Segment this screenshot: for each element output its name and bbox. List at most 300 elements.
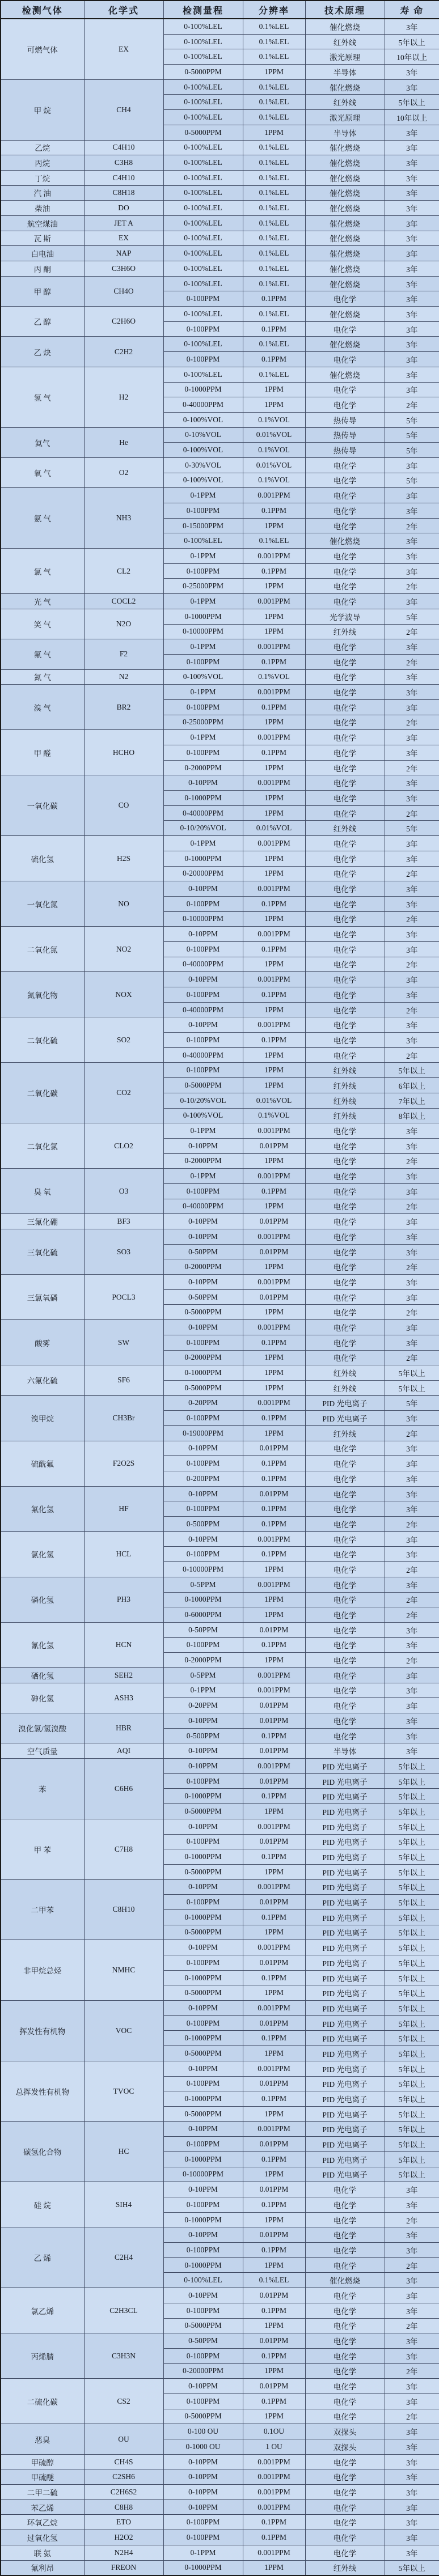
resolution-cell: 1PPM (243, 2409, 305, 2424)
formula-cell: NO (84, 881, 163, 927)
lifespan-cell: 5年以上 (385, 1895, 439, 1910)
formula-cell: C4H10 (84, 170, 163, 185)
range-cell: 0-100PPM (163, 563, 243, 579)
formula-cell: N2 (84, 669, 163, 685)
resolution-cell: 0.1PPM (243, 699, 305, 715)
gas-name-cell: 三氧化硫 (1, 1229, 84, 1275)
lifespan-cell: 3年 (385, 1183, 439, 1199)
lifespan-cell: 3年 (385, 1033, 439, 1048)
lifespan-cell: 3年 (385, 2243, 439, 2258)
formula-cell: CH4 (84, 79, 163, 140)
gas-name-cell: 一氧化氮 (1, 881, 84, 927)
resolution-cell: 1PPM (243, 125, 305, 140)
lifespan-cell: 3年 (385, 2303, 439, 2318)
table-row (1, 246, 439, 261)
range-cell: 0-10PPM (163, 1819, 243, 1834)
lifespan-cell: 2年 (385, 1562, 439, 1577)
range-cell: 0-100%LEL (163, 34, 243, 49)
gas-name-cell: 笑 气 (1, 609, 84, 639)
principle-cell: PID 光电离子 (305, 2137, 385, 2152)
table-row (1, 427, 439, 443)
range-cell: 0-100PPM (163, 1183, 243, 1199)
lifespan-cell: 3年 (385, 1289, 439, 1305)
resolution-cell: 0.001PPM (243, 1683, 305, 1698)
table-header (1, 1, 439, 19)
resolution-cell: 0.001PPM (243, 1123, 305, 1139)
col-header-formula: 化学式 (84, 1, 163, 19)
resolution-cell: 0.1PPM (243, 503, 305, 519)
range-cell: 0-40000PPM (163, 1199, 243, 1214)
col-header-lifespan: 寿 命 (385, 1, 439, 19)
resolution-cell: 0.001PPM (243, 594, 305, 609)
range-cell: 0-100%VOL (163, 412, 243, 427)
resolution-cell: 0.1PPM (243, 745, 305, 761)
resolution-cell: 1PPM (243, 1199, 305, 1214)
gas-name-cell: 丙烯腈 (1, 2333, 84, 2379)
range-cell: 0-10PPM (163, 1320, 243, 1335)
lifespan-cell: 3年 (385, 881, 439, 897)
principle-cell: PID 光电离子 (305, 2167, 385, 2182)
resolution-cell: 0.001PPM (243, 488, 305, 503)
lifespan-cell: 5年以上 (385, 2560, 439, 2575)
formula-cell: ASH3 (84, 1683, 163, 1713)
resolution-cell: 0.01PPM (243, 1895, 305, 1910)
gas-name-cell: 硒化氢 (1, 1667, 84, 1683)
resolution-cell: 0.1PPM (243, 2515, 305, 2530)
range-cell: 0-40000PPM (163, 957, 243, 972)
principle-cell: 电化学 (305, 1547, 385, 1562)
lifespan-cell: 3年 (385, 1229, 439, 1245)
table-row (1, 1320, 439, 1335)
principle-cell: PID 光电离子 (305, 1985, 385, 2001)
lifespan-cell: 5年以上 (385, 1380, 439, 1395)
lifespan-cell: 3年 (385, 685, 439, 700)
range-cell: 0-40000PPM (163, 805, 243, 821)
table-row (1, 1063, 439, 1078)
principle-cell: 电化学 (305, 1501, 385, 1517)
resolution-cell: 0.001PPM (243, 730, 305, 745)
range-cell: 0-2000PPM (163, 1259, 243, 1275)
principle-cell: 电化学 (305, 1199, 385, 1214)
principle-cell: PID 光电离子 (305, 2121, 385, 2137)
lifespan-cell: 3年 (385, 201, 439, 216)
gas-name-cell: 三氟化硼 (1, 1214, 84, 1229)
range-cell: 0-100PPM (163, 1033, 243, 1048)
lifespan-cell: 3年 (385, 2515, 439, 2530)
range-cell: 0-1000PPM (163, 1365, 243, 1381)
lifespan-cell: 3年 (385, 457, 439, 473)
gas-name-cell: 氟 气 (1, 639, 84, 669)
range-cell: 0-1000PPM (163, 1909, 243, 1925)
range-cell: 0-100PPM (163, 1456, 243, 1471)
lifespan-cell: 3年 (385, 896, 439, 911)
lifespan-cell: 2年 (385, 715, 439, 730)
resolution-cell: 0.001PPM (243, 1229, 305, 1245)
principle-cell: 电化学 (305, 972, 385, 987)
lifespan-cell: 2年 (385, 1425, 439, 1441)
lifespan-cell: 7年以上 (385, 1093, 439, 1108)
resolution-cell: 0.1PPM (243, 941, 305, 957)
principle-cell: 催化燃烧 (305, 307, 385, 322)
lifespan-cell: 3年 (385, 2379, 439, 2394)
principle-cell: 电化学 (305, 730, 385, 745)
lifespan-cell: 3年 (385, 791, 439, 806)
table-row (1, 457, 439, 473)
principle-cell: PID 光电离子 (305, 1970, 385, 1985)
col-header-principle: 技术原理 (305, 1, 385, 19)
table-row (1, 594, 439, 609)
table-row (1, 972, 439, 987)
principle-cell: 催化燃烧 (305, 261, 385, 277)
resolution-cell: 0.01%VOL (243, 821, 305, 836)
resolution-cell: 1PPM (243, 1985, 305, 2001)
formula-cell: SO2 (84, 1017, 163, 1063)
principle-cell: 电化学 (305, 1531, 385, 1547)
lifespan-cell: 3年 (385, 321, 439, 337)
range-cell: 0-5000PPM (163, 125, 243, 140)
principle-cell: 电化学 (305, 851, 385, 866)
range-cell: 0-100PPM (163, 2303, 243, 2318)
range-cell: 0-10PPM (163, 2469, 243, 2485)
range-cell: 0-100PPM (163, 1955, 243, 1971)
range-cell: 0-100PPM (163, 1063, 243, 1078)
table-row (1, 1713, 439, 1729)
resolution-cell: 1PPM (243, 1592, 305, 1607)
lifespan-cell: 5年以上 (385, 1819, 439, 1834)
range-cell: 0-5000PPM (163, 2106, 243, 2121)
range-cell: 0-100PPM (163, 1335, 243, 1350)
formula-cell: CH4O (84, 276, 163, 306)
lifespan-cell: 5年以上 (385, 2106, 439, 2121)
lifespan-cell: 2年 (385, 957, 439, 972)
gas-name-cell: 挥发性有机物 (1, 2001, 84, 2061)
principle-cell: 电化学 (305, 1622, 385, 1637)
gas-name-cell: 氧 气 (1, 457, 84, 487)
principle-cell: 电化学 (305, 2485, 385, 2500)
lifespan-cell: 3年 (385, 1244, 439, 1259)
range-cell: 0-40000PPM (163, 1002, 243, 1017)
range-cell: 0-6000PPM (163, 1607, 243, 1623)
principle-cell: 电化学 (305, 1305, 385, 1320)
principle-cell: 红外线 (305, 34, 385, 49)
range-cell: 0-10PPM (163, 775, 243, 791)
lifespan-cell: 5年以上 (385, 1834, 439, 1849)
table-row (1, 307, 439, 322)
gas-name-cell: 氰化氢 (1, 1622, 84, 1667)
principle-cell: 电化学 (305, 1592, 385, 1607)
principle-cell: PID 光电离子 (305, 1804, 385, 1819)
lifespan-cell: 6年以上 (385, 1078, 439, 1093)
principle-cell: 催化燃烧 (305, 533, 385, 549)
lifespan-cell: 3年 (385, 1743, 439, 1759)
range-cell: 0-10PPM (163, 1486, 243, 1501)
table-row (1, 1486, 439, 1501)
resolution-cell: 0.01PPM (243, 1138, 305, 1153)
resolution-cell: 0.01PPM (243, 1441, 305, 1456)
resolution-cell: 0.01PPM (243, 1743, 305, 1759)
formula-cell: HCHO (84, 730, 163, 775)
range-cell: 0-50PPM (163, 1622, 243, 1637)
range-cell: 0-2000PPM (163, 1653, 243, 1668)
lifespan-cell: 5年以上 (385, 2121, 439, 2137)
range-cell: 0-100 OU (163, 2424, 243, 2439)
principle-cell: 电化学 (305, 1698, 385, 1713)
formula-cell: C2SH6 (84, 2469, 163, 2485)
formula-cell: CLO2 (84, 1123, 163, 1169)
range-cell: 0-10PPM (163, 1531, 243, 1547)
lifespan-cell: 3年 (385, 2469, 439, 2485)
table-row (1, 367, 439, 382)
lifespan-cell: 3年 (385, 927, 439, 942)
range-cell: 0-500PPM (163, 1517, 243, 1532)
range-cell: 0-20000PPM (163, 2363, 243, 2379)
principle-cell: 半导体 (305, 65, 385, 80)
lifespan-cell: 3年 (385, 1683, 439, 1698)
lifespan-cell: 5年以上 (385, 2001, 439, 2016)
lifespan-cell: 3年 (385, 549, 439, 564)
lifespan-cell: 3年 (385, 1441, 439, 1456)
lifespan-cell: 5年以上 (385, 2137, 439, 2152)
principle-cell: 催化燃烧 (305, 79, 385, 95)
resolution-cell: 0.1PPM (243, 2031, 305, 2046)
lifespan-cell: 3年 (385, 1138, 439, 1153)
resolution-cell: 0.1PPM (243, 1335, 305, 1350)
principle-cell: 电化学 (305, 2499, 385, 2515)
resolution-cell: 0.1%LEL (243, 215, 305, 231)
range-cell: 0-50PPM (163, 1244, 243, 1259)
range-cell: 0-200PPM (163, 1471, 243, 1487)
formula-cell: CO (84, 775, 163, 836)
principle-cell: 电化学 (305, 1335, 385, 1350)
lifespan-cell: 3年 (385, 1531, 439, 1547)
lifespan-cell: 2年 (385, 624, 439, 639)
table-row (1, 2469, 439, 2485)
principle-cell: PID 光电离子 (305, 2061, 385, 2076)
gas-name-cell: 苯乙烯 (1, 2499, 84, 2515)
resolution-cell: 1PPM (243, 715, 305, 730)
table-row (1, 549, 439, 564)
formula-cell: F2O2S (84, 1441, 163, 1486)
range-cell: 0-10PPM (163, 1275, 243, 1290)
lifespan-cell: 3年 (385, 382, 439, 397)
lifespan-cell: 3年 (385, 775, 439, 791)
lifespan-cell: 3年 (385, 231, 439, 246)
principle-cell: 电化学 (305, 1607, 385, 1623)
range-cell: 0-5000PPM (163, 2409, 243, 2424)
principle-cell: PID 光电离子 (305, 1895, 385, 1910)
range-cell: 0-1PPM (163, 488, 243, 503)
principle-cell: 电化学 (305, 2227, 385, 2243)
lifespan-cell: 3年 (385, 1713, 439, 1729)
principle-cell: PID 光电离子 (305, 1395, 385, 1411)
principle-cell: 电化学 (305, 957, 385, 972)
resolution-cell: 1PPM (243, 2560, 305, 2575)
range-cell: 0-100PPM (163, 2137, 243, 2152)
resolution-cell: 1PPM (243, 791, 305, 806)
resolution-cell: 0.1%LEL (243, 231, 305, 246)
range-cell: 0-19000PPM (163, 1425, 243, 1441)
formula-cell: C2H3CL (84, 2288, 163, 2333)
col-header-gas: 检测气体 (1, 1, 84, 19)
range-cell: 0-1PPM (163, 639, 243, 655)
range-cell: 0-2000PPM (163, 760, 243, 775)
formula-cell: C2H2 (84, 337, 163, 367)
principle-cell: 红外线 (305, 624, 385, 639)
range-cell: 0-1PPM (163, 594, 243, 609)
lifespan-cell: 2年 (385, 2363, 439, 2379)
resolution-cell: 0.001PPM (243, 2001, 305, 2016)
resolution-cell: 0.1%LEL (243, 19, 305, 34)
lifespan-cell: 3年 (385, 594, 439, 609)
range-cell: 0-10PPM (163, 2485, 243, 2500)
gas-name-cell: 氨 气 (1, 488, 84, 549)
table-row (1, 276, 439, 291)
principle-cell: 电化学 (305, 836, 385, 851)
range-cell: 0-100%LEL (163, 337, 243, 352)
lifespan-cell: 3年 (385, 1637, 439, 1653)
principle-cell: 催化燃烧 (305, 215, 385, 231)
resolution-cell: 1PPM (243, 382, 305, 397)
principle-cell: 电化学 (305, 1259, 385, 1275)
range-cell: 0-100%VOL (163, 669, 243, 685)
table-row (1, 2485, 439, 2500)
resolution-cell: 0.1%LEL (243, 533, 305, 549)
principle-cell: 催化燃烧 (305, 155, 385, 171)
gas-name-cell: 臭 氧 (1, 1169, 84, 1214)
range-cell: 0-100%LEL (163, 170, 243, 185)
principle-cell: 电化学 (305, 2303, 385, 2318)
gas-name-cell: 甲 醛 (1, 730, 84, 775)
resolution-cell: 1PPM (243, 1804, 305, 1819)
principle-cell: 催化燃烧 (305, 246, 385, 261)
formula-cell: H2S (84, 836, 163, 881)
gas-name-cell: 二硫化碳 (1, 2379, 84, 2424)
range-cell: 0-10PPM (163, 881, 243, 897)
range-cell: 0-100PPM (163, 1773, 243, 1789)
resolution-cell: 1PPM (243, 805, 305, 821)
resolution-cell: 0.1PPM (243, 1033, 305, 1048)
resolution-cell: 0.001PPM (243, 775, 305, 791)
principle-cell: 电化学 (305, 987, 385, 1003)
table-row (1, 1123, 439, 1139)
table-row (1, 2530, 439, 2545)
lifespan-cell: 2年 (385, 2257, 439, 2273)
table-row (1, 2545, 439, 2560)
lifespan-cell: 2年 (385, 1305, 439, 1320)
formula-cell: SEH2 (84, 1667, 163, 1683)
range-cell: 0-100%VOL (163, 443, 243, 458)
table-row (1, 488, 439, 503)
range-cell: 0-10PPM (163, 927, 243, 942)
principle-cell: 电化学 (305, 1653, 385, 1668)
principle-cell: 红外线 (305, 1380, 385, 1395)
formula-cell: NH3 (84, 488, 163, 549)
resolution-cell: 0.001PPM (243, 836, 305, 851)
lifespan-cell: 5年 (385, 1395, 439, 1411)
resolution-cell: 1PPM (243, 2257, 305, 2273)
formula-cell: C2H6S2 (84, 2485, 163, 2500)
gas-name-cell: 丙烷 (1, 155, 84, 171)
resolution-cell: 1PPM (243, 1305, 305, 1320)
col-header-resolution: 分辨率 (243, 1, 305, 19)
range-cell: 0-100%LEL (163, 155, 243, 171)
range-cell: 0-100%LEL (163, 140, 243, 155)
range-cell: 0-1000PPM (163, 2212, 243, 2227)
principle-cell: 电化学 (305, 1441, 385, 1456)
table-row (1, 1759, 439, 1774)
lifespan-cell: 5年以上 (385, 1864, 439, 1879)
resolution-cell: 0.001PPM (243, 1759, 305, 1774)
range-cell: 0-100%LEL (163, 95, 243, 110)
principle-cell: 电化学 (305, 473, 385, 488)
principle-cell: 红外线 (305, 2560, 385, 2575)
lifespan-cell: 3年 (385, 1335, 439, 1350)
lifespan-cell: 3年 (385, 307, 439, 322)
table-row (1, 685, 439, 700)
formula-cell: ETO (84, 2515, 163, 2530)
principle-cell: 电化学 (305, 2212, 385, 2227)
range-cell: 0-1000PPM (163, 1849, 243, 1865)
principle-cell: 电化学 (305, 382, 385, 397)
principle-cell: PID 光电离子 (305, 1789, 385, 1804)
table-row (1, 1743, 439, 1759)
range-cell: 0-5PPM (163, 1667, 243, 1683)
resolution-cell: 1PPM (243, 1380, 305, 1395)
principle-cell: PID 光电离子 (305, 2106, 385, 2121)
formula-cell: FREON (84, 2560, 163, 2575)
table-row (1, 2515, 439, 2530)
lifespan-cell: 3年 (385, 246, 439, 261)
principle-cell: PID 光电离子 (305, 1925, 385, 1940)
lifespan-cell: 3年 (385, 1123, 439, 1139)
lifespan-cell: 5年以上 (385, 1955, 439, 1971)
formula-cell: C2H6O (84, 307, 163, 337)
gas-name-cell: 碳氢化合物 (1, 2121, 84, 2182)
gas-name-cell: 氯乙烯 (1, 2288, 84, 2333)
resolution-cell: 1PPM (243, 1259, 305, 1275)
table-row (1, 185, 439, 201)
gas-name-cell: 联 氨 (1, 2545, 84, 2560)
resolution-cell: 0.01PPM (243, 2076, 305, 2091)
resolution-cell: 0.001PPM (243, 685, 305, 700)
resolution-cell: 1PPM (243, 866, 305, 881)
principle-cell: 催化燃烧 (305, 185, 385, 201)
gas-name-cell: 二甲二硫 (1, 2485, 84, 2500)
resolution-cell: 1PPM (243, 2318, 305, 2333)
formula-cell: H2 (84, 367, 163, 427)
resolution-cell: 0.01PPM (243, 2137, 305, 2152)
resolution-cell: 1PPM (243, 1653, 305, 1668)
resolution-cell: 0.01PPM (243, 2288, 305, 2303)
principle-cell: 红外线 (305, 1108, 385, 1123)
resolution-cell: 0.1%LEL (243, 307, 305, 322)
lifespan-cell: 5年以上 (385, 1789, 439, 1804)
lifespan-cell: 2年 (385, 760, 439, 775)
resolution-cell: 0.001PPM (243, 1017, 305, 1033)
gas-name-cell: 甲 醇 (1, 276, 84, 306)
principle-cell: 电化学 (305, 503, 385, 519)
lifespan-cell: 3年 (385, 2348, 439, 2363)
range-cell: 0-1PPM (163, 1169, 243, 1184)
lifespan-cell: 5年以上 (385, 1925, 439, 1940)
range-cell: 0-100%LEL (163, 246, 243, 261)
principle-cell: 电化学 (305, 2257, 385, 2273)
resolution-cell: 0.001PPM (243, 1169, 305, 1184)
principle-cell: 电化学 (305, 1637, 385, 1653)
range-cell: 0-15000PPM (163, 518, 243, 533)
range-cell: 0-2000PPM (163, 1153, 243, 1169)
principle-cell: 光学波导 (305, 609, 385, 624)
